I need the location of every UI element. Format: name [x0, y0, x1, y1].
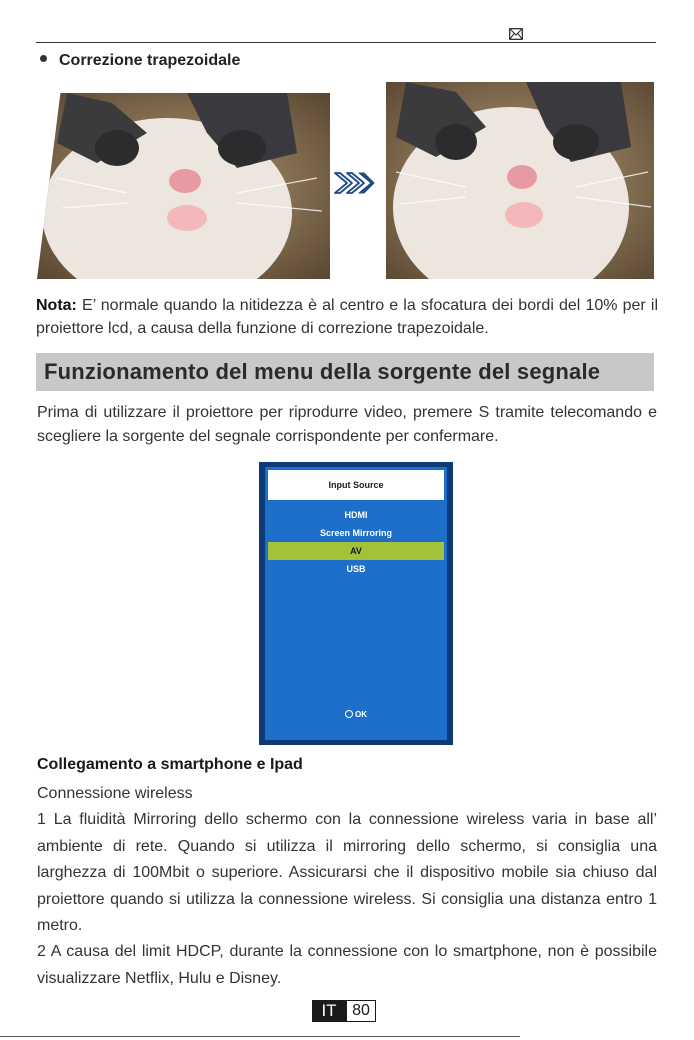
section-title-keystone: Correzione trapezoidale — [40, 52, 240, 70]
menu-item-av[interactable]: AV — [268, 542, 444, 560]
subheading-smartphone: Collegamento a smartphone e Ipad — [37, 756, 303, 773]
ok-circle-icon — [345, 710, 353, 718]
photo-before-keystone — [37, 93, 330, 279]
paragraph-1: 1 La fluidità Mirroring dello schermo con la connessione wireless varia in base all’ ambiente di rete. Quando si utilizza il mirroring dello schermo, si consiglia una larghezza di 100Mbit o superiore. Assicurarsi che il dispositivo mobile sia chiuso dal proiettore quando si utilizza la connessione wireless. Si consiglia una distanza entro 1 metro. — [37, 811, 657, 934]
note-paragraph — [36, 294, 658, 340]
page-language: IT — [312, 1000, 346, 1022]
connection-type: Connessione wireless — [37, 785, 193, 802]
page-number: 80 — [346, 1000, 376, 1022]
double-chevron-right-icon — [333, 170, 375, 196]
menu-item-screen-mirroring[interactable]: Screen Mirroring — [319, 528, 393, 538]
section-heading-bar — [36, 353, 654, 391]
footer-rule — [0, 1036, 520, 1037]
intro-paragraph: Prima di utilizzare il proiettore per riprodurre video, premere S tramite telecomando e scegliere la sorgente del segnale corrispondente per confermare. — [37, 404, 657, 445]
section-heading: Funzionamento del menu della sorgente del segnale — [44, 359, 601, 384]
input-source-menu — [259, 462, 453, 745]
paragraph-2: 2 A causa del limit HDCP, durante la connessione con lo smartphone, non è possibile visualizzare Netflix, Hulu e Disney. — [37, 943, 657, 987]
menu-item-usb[interactable]: USB — [346, 564, 366, 574]
cat-photo-before — [37, 93, 330, 279]
cat-photo-after — [386, 82, 654, 279]
page-number-badge — [312, 1000, 376, 1022]
menu-ok-label: OK — [355, 710, 367, 719]
bullet-dot-icon — [40, 55, 47, 62]
envelope-icon — [509, 28, 523, 40]
menu-item-hdmi[interactable]: HDMI — [344, 510, 368, 520]
menu-ok-hint — [265, 710, 447, 719]
note-label: Nota: — [36, 297, 77, 314]
note-text: E’ normale quando la nitidezza è al centro e la sfocatura dei bordi del 10% per il proiettore lcd, a causa della funzione di correzione trapezoidale. — [36, 297, 658, 337]
photo-after-keystone — [386, 82, 654, 279]
menu-title: Input Source — [268, 470, 444, 500]
menu-panel — [265, 467, 447, 740]
header-rule — [36, 42, 656, 43]
